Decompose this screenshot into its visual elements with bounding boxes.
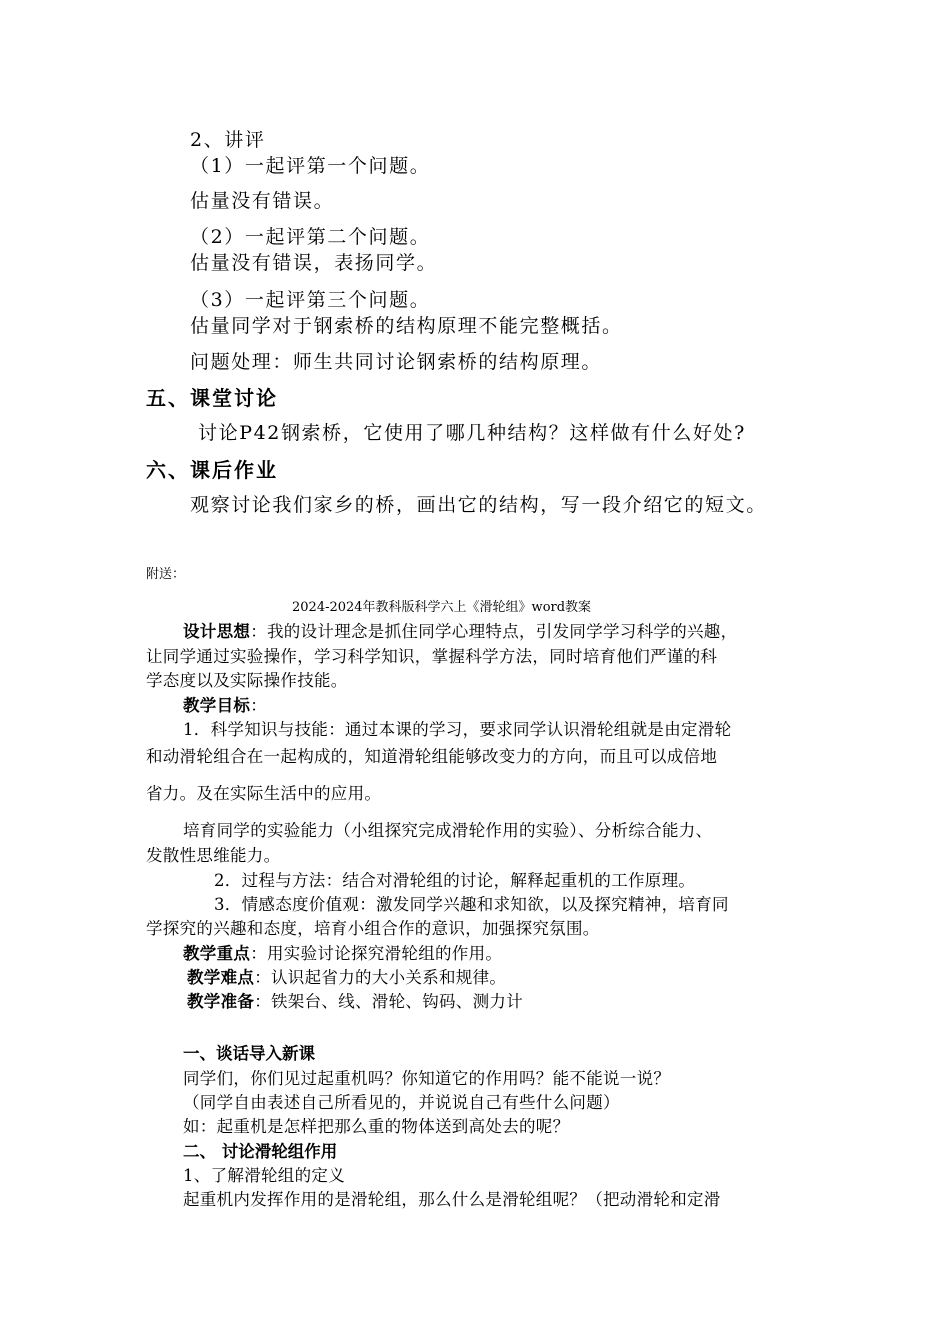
question-2: （2）一起评第二个问题。	[190, 226, 431, 248]
section-2-text: 起重机内发挥作用的是滑轮组，那么什么是滑轮组呢？（把动滑轮和定滑	[183, 1190, 721, 1209]
teaching-key-point: 教学重点：用实验讨论探究滑轮组的作用。	[183, 944, 503, 963]
section-1-line-1: 同学们，你们见过起重机吗？你知道它的作用吗？能不能说一说？	[183, 1069, 671, 1088]
section-6-title: 六、课后作业	[146, 458, 278, 482]
teaching-difficulty: 教学难点：认识起省力的大小关系和规律。	[187, 968, 507, 987]
question-1: （1）一起评第一个问题。	[190, 155, 431, 177]
ability-line-1: 培育同学的实验能力（小组探究完成滑轮作用的实验）、分析综合能力、	[183, 821, 713, 840]
question-3: （3）一起评第三个问题。	[190, 289, 431, 311]
review-heading: 2、讲评	[190, 129, 266, 151]
question-1-result: 估量没有错误。	[190, 190, 335, 212]
section-6-text: 观察讨论我们家乡的桥，画出它的结构，写一段介绍它的短文。	[190, 494, 767, 516]
section-2-subheading: 1、了解滑轮组的定义	[183, 1166, 345, 1185]
question-3-result: 估量同学对于钢索桥的结构原理不能完整概括。	[190, 315, 623, 337]
preparation-label: 教学准备	[187, 992, 255, 1011]
section-1-line-2: （同学自由表述自己所看见的，并说说自己有些什么问题）	[183, 1093, 620, 1112]
difficulty-label: 教学难点	[187, 968, 255, 987]
problem-handling: 问题处理：师生共同讨论钢索桥的结构原理。	[190, 351, 603, 373]
goals-heading: 教学目标：	[183, 696, 268, 715]
design-line-3: 学态度以及实际操作技能。	[146, 671, 348, 690]
goals-label: 教学目标	[183, 696, 251, 715]
goal-3-line-2: 学探究的兴趣和态度，培育小组合作的意识，加强探究氛围。	[146, 919, 600, 938]
design-line-1: 设计思想：我的设计理念是抓住同学心理特点，引发同学学习科学的兴趣，	[183, 622, 738, 641]
goal-2: 2．过程与方法：结合对滑轮组的讨论，解释起重机的工作原理。	[214, 871, 696, 890]
goal-1-line-2: 和动滑轮组合在一起构成的，知道滑轮组能够改变力的方向，而且可以成倍地	[146, 747, 718, 766]
section-5-title: 五、课堂讨论	[146, 386, 278, 410]
attachment-label: 附送：	[146, 567, 186, 582]
section-5-text: 讨论P42钢索桥，它使用了哪几种结构？这样做有什么好处?	[198, 422, 746, 444]
section-1-title: 一、谈话导入新课	[183, 1044, 315, 1063]
goal-1-line-3: 省力。及在实际生活中的应用。	[146, 784, 382, 803]
question-2-result: 估量没有错误，表扬同学。	[190, 252, 438, 274]
key-label: 教学重点	[183, 944, 251, 963]
design-label: 设计思想	[183, 622, 251, 641]
section-1-line-3: 如：起重机是怎样把那么重的物体送到高处去的呢？	[183, 1117, 570, 1136]
teaching-preparation: 教学准备：铁架台、线、滑轮、钩码、测力计	[187, 992, 524, 1011]
doc-title: 2024-2024年教科版科学六上《滑轮组》word教案	[292, 600, 592, 615]
section-2-title: 二、 讨论滑轮组作用	[183, 1142, 338, 1161]
design-line-2: 让同学通过实验操作，学习科学知识，掌握科学方法，同时培育他们严谨的科	[146, 647, 718, 666]
ability-line-2: 发散性思维能力。	[146, 846, 281, 865]
goal-1-line-1: 1．科学知识与技能：通过本课的学习，要求同学认识滑轮组就是由定滑轮	[183, 720, 732, 739]
goal-3-line-1: 3．情感态度价值观：激发同学兴趣和求知欲，以及探究精神，培育同	[214, 895, 729, 914]
